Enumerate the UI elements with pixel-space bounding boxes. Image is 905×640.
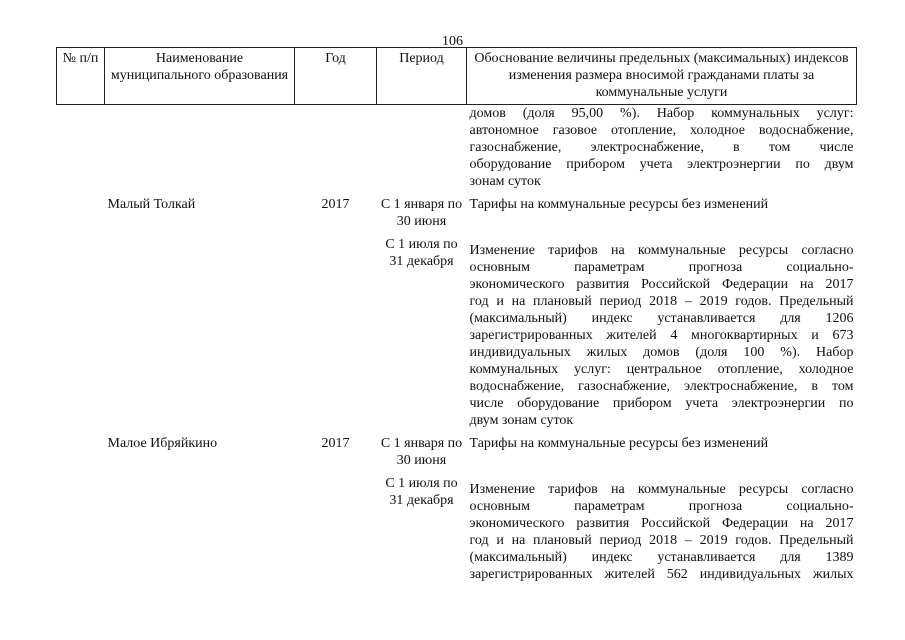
municipality-name: Малое Ибряйкино xyxy=(107,436,218,451)
text-line: зарегистрированных жителей 4 многоквартирных и 673 xyxy=(469,328,854,343)
period-cell: С 1 января по 30 июня xyxy=(380,436,463,468)
header-period: Период xyxy=(377,48,467,105)
text-line: экономического развития Российской Федерации на 2017 xyxy=(469,277,854,292)
municipality-name: Малый Толкай xyxy=(107,197,196,212)
text-line: оборудование прибором учета электроэнергии по двум xyxy=(469,157,854,172)
text-line: автономное газовое отопление, холодное водоснабжение, xyxy=(469,123,854,138)
table-header xyxy=(57,48,857,105)
basis-cell: Тарифы на коммунальные ресурсы без изменений xyxy=(469,197,769,212)
continuation-row xyxy=(57,105,857,191)
text-line: (максимальный) индекс устанавливается для 1206 xyxy=(469,311,854,326)
year-cell: 2017 xyxy=(321,436,350,451)
text-line: Изменение тарифов на коммунальные ресурсы согласно xyxy=(469,482,854,497)
text-line: двум зонам суток xyxy=(469,413,574,428)
text-line: индивидуальных жилых домов (доля 100 %). Набор xyxy=(469,345,854,360)
header-municipality: Наименование муниципального образования xyxy=(105,48,295,105)
text-line: водоснабжение, газоснабжение, электроснабжение, в том xyxy=(469,379,854,394)
basis-cell xyxy=(467,230,857,429)
text-line: основным параметрам прогноза социально- xyxy=(469,499,854,514)
text-line: Изменение тарифов на коммунальные ресурсы согласно xyxy=(469,243,854,258)
header-num: № п/п xyxy=(57,48,105,105)
text-line: домов (доля 95,00 %). Набор коммунальных услуг: xyxy=(469,106,854,121)
header-year: Год xyxy=(295,48,377,105)
continuation-text xyxy=(467,105,857,191)
period-cell: С 1 июля по 31 декабря xyxy=(385,476,458,508)
text-line: (максимальный) индекс устанавливается для 1389 xyxy=(469,550,854,565)
text-line: зонам суток xyxy=(469,174,541,189)
table-row xyxy=(57,196,857,230)
table-row xyxy=(57,435,857,469)
header-basis: Обоснование величины предельных (максимальных) индексов изменения размера вносимой гражданами платы за коммунальные услуги xyxy=(467,48,857,105)
text-line: газоснабжение, электроснабжение, в том числе xyxy=(469,140,854,155)
basis-cell xyxy=(467,469,857,583)
table-row xyxy=(57,469,857,583)
basis-cell: Тарифы на коммунальные ресурсы без изменений xyxy=(469,436,769,451)
indices-table xyxy=(56,47,857,583)
text-line: зарегистрированных жителей 562 индивидуальных жилых xyxy=(469,567,854,582)
text-line: год и на плановый период 2018 – 2019 годов. Предельный xyxy=(469,294,854,309)
text-line: числе оборудование прибором учета электроэнергии по xyxy=(469,396,854,411)
text-line: экономического развития Российской Федерации на 2017 xyxy=(469,516,854,531)
period-cell: С 1 июля по 31 декабря xyxy=(385,237,458,269)
text-line: коммунальных услуг: центральное отопление, холодное xyxy=(469,362,854,377)
table-row xyxy=(57,230,857,429)
page-number: 106 xyxy=(442,34,463,49)
year-cell: 2017 xyxy=(321,197,350,212)
period-cell: С 1 января по 30 июня xyxy=(380,197,463,229)
text-line: год и на плановый период 2018 – 2019 годов. Предельный xyxy=(469,533,854,548)
text-line: основным параметрам прогноза социально- xyxy=(469,260,854,275)
